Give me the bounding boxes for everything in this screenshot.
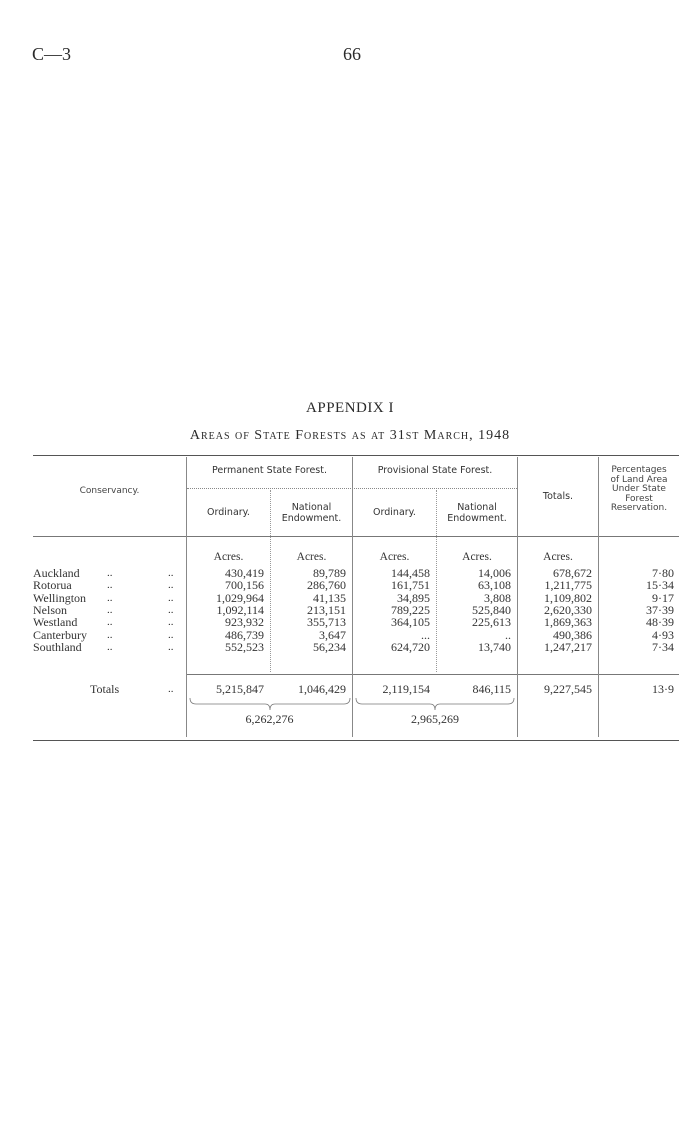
table-cell-prov-nat: .. bbox=[505, 627, 511, 642]
table-cell-total: 2,620,330 bbox=[544, 602, 592, 617]
table-cell-perm-ord: 486,739 bbox=[225, 627, 264, 642]
table-cell-perm-ord: 552,523 bbox=[225, 639, 264, 654]
table-cell-prov-ord: 364,105 bbox=[391, 615, 430, 630]
conservancy-name: Rotorua bbox=[33, 578, 72, 593]
header-pct-line4: Forest bbox=[625, 493, 653, 504]
leader-dots: .. bbox=[107, 591, 113, 604]
table-cell-perm-ord: 1,092,114 bbox=[216, 602, 264, 617]
table-cell-prov-ord: 789,225 bbox=[391, 602, 430, 617]
conservancy-name: Nelson bbox=[33, 602, 67, 617]
permanent-brace bbox=[190, 698, 350, 710]
appendix-title: APPENDIX I bbox=[306, 400, 394, 416]
unit-label: Acres. bbox=[462, 551, 492, 563]
table-cell-perm-ord: 700,156 bbox=[225, 578, 264, 593]
unit-label: Acres. bbox=[213, 551, 244, 563]
conservancy-name: Southland bbox=[33, 639, 82, 654]
leader-dots: .. bbox=[168, 616, 174, 629]
table-cell-perm-nat: 41,135 bbox=[313, 590, 346, 605]
leader-dots: .. bbox=[107, 640, 113, 653]
table-top-rule bbox=[33, 455, 679, 456]
table-cell-pct: 7·80 bbox=[652, 566, 674, 580]
header-pct-line1: Percentages bbox=[611, 465, 667, 475]
conservancy-name: Westland bbox=[33, 615, 78, 630]
page-reference: C—3 bbox=[32, 44, 72, 64]
table-cell-prov-ord: 161,751 bbox=[391, 578, 430, 593]
header-percentages bbox=[599, 466, 679, 514]
table-cell-prov-ord: 144,458 bbox=[391, 566, 430, 580]
table-cell-pct: 4·93 bbox=[652, 627, 674, 642]
totals-label: Totals bbox=[90, 682, 120, 696]
table-cell-total: 1,247,217 bbox=[544, 639, 592, 654]
table-cell-pct: 7·34 bbox=[652, 639, 674, 654]
table-cell-perm-ord: 923,932 bbox=[225, 615, 264, 630]
header-prov-national bbox=[437, 502, 517, 524]
table-cell-prov-nat: 525,840 bbox=[472, 602, 511, 617]
conservancy-name: Wellington bbox=[33, 590, 87, 605]
unit-label: Acres. bbox=[379, 551, 410, 563]
header-permanent: Permanent State Forest. bbox=[211, 465, 328, 476]
table-cell-perm-nat: 56,234 bbox=[313, 639, 346, 654]
leader-dots: .. bbox=[107, 579, 113, 592]
table-cell-pct: 37·39 bbox=[646, 602, 674, 617]
grouping-braces bbox=[186, 696, 520, 712]
totals-prov-ordinary: 2,119,154 bbox=[382, 682, 430, 696]
table-cell-perm-ord: 430,419 bbox=[225, 566, 264, 580]
leader-dots: .. bbox=[168, 567, 174, 579]
page-number: 66 bbox=[343, 44, 361, 64]
header-pct-line3: Under State bbox=[612, 484, 666, 494]
totals-top-rule bbox=[187, 674, 679, 675]
totals-prov-national: 846,115 bbox=[472, 682, 511, 696]
table-cell-total: 490,386 bbox=[553, 627, 592, 642]
leader-dots: .. bbox=[168, 591, 174, 604]
leader-dots: .. bbox=[168, 603, 174, 616]
header-perm-ordinary: Ordinary. bbox=[207, 507, 250, 518]
table-bottom-rule bbox=[33, 740, 679, 741]
table-cell-prov-ord: 34,895 bbox=[397, 590, 430, 605]
table-cell-perm-nat: 89,789 bbox=[313, 566, 346, 580]
table-cell-prov-nat: 14,006 bbox=[478, 566, 511, 580]
table-cell-prov-nat: 3,808 bbox=[484, 590, 511, 605]
provisional-grand-total: 2,965,269 bbox=[411, 712, 459, 726]
table-cell-prov-nat: 13,740 bbox=[478, 639, 511, 654]
totals-perm-national: 1,046,429 bbox=[298, 682, 346, 696]
leader-dots: .. bbox=[107, 616, 113, 629]
header-conservancy: Conservancy. bbox=[79, 486, 140, 496]
table-cell-perm-nat: 3,647 bbox=[319, 627, 346, 642]
leader-dots: .. bbox=[168, 628, 174, 641]
header-national-line2: Endowment. bbox=[281, 513, 342, 524]
totals-dots: .. bbox=[168, 683, 174, 695]
leader-dots: .. bbox=[107, 567, 113, 579]
table-cell-pct: 9·17 bbox=[652, 590, 674, 605]
unit-label: Acres. bbox=[543, 551, 573, 563]
leader-dots: .. bbox=[168, 640, 174, 653]
header-national-line1: National bbox=[457, 502, 497, 513]
table-cell-total: 1,211,775 bbox=[544, 578, 592, 593]
header-totals: Totals. bbox=[542, 491, 574, 502]
header-pct-line2: of Land Area bbox=[610, 474, 668, 485]
table-cell-pct: 48·39 bbox=[646, 615, 674, 630]
header-perm-national bbox=[271, 502, 352, 524]
table-cell-perm-nat: 286,760 bbox=[307, 578, 346, 593]
conservancy-name: Canterbury bbox=[33, 627, 87, 642]
conservancy-name: Auckland bbox=[33, 566, 80, 580]
header-national-line2: Endowment. bbox=[447, 513, 507, 524]
totals-total: 9,227,545 bbox=[544, 682, 592, 696]
appendix-subtitle: Areas of State Forests as at 31st March, 1948 bbox=[189, 428, 511, 443]
header-provisional: Provisional State Forest. bbox=[377, 465, 493, 476]
unit-label: Acres. bbox=[296, 551, 327, 563]
table-cell-total: 1,109,802 bbox=[544, 590, 592, 605]
table-cell-total: 1,869,363 bbox=[544, 615, 592, 630]
header-national-line1: National bbox=[291, 502, 332, 513]
totals-perm-ordinary: 5,215,847 bbox=[216, 682, 264, 696]
header-bottom-rule bbox=[33, 536, 679, 537]
table-cell-prov-ord: 624,720 bbox=[391, 639, 430, 654]
table-cell-prov-nat: 225,613 bbox=[472, 615, 511, 630]
table-cell-pct: 15·34 bbox=[646, 578, 674, 593]
table-cell-perm-nat: 213,151 bbox=[307, 602, 346, 617]
permanent-grand-total: 6,262,276 bbox=[245, 712, 294, 726]
header-prov-ordinary: Ordinary. bbox=[373, 507, 416, 518]
table-cell-perm-ord: 1,029,964 bbox=[216, 590, 264, 605]
leader-dots: .. bbox=[107, 628, 113, 641]
provisional-brace bbox=[356, 698, 514, 710]
leader-dots: .. bbox=[107, 603, 113, 616]
table-cell-perm-nat: 355,713 bbox=[307, 615, 346, 630]
totals-percentage: 13·9 bbox=[652, 682, 674, 696]
leader-dots: .. bbox=[168, 579, 174, 592]
header-pct-line5: Reservation. bbox=[610, 503, 668, 513]
table-cell-total: 678,672 bbox=[553, 566, 592, 580]
table-cell-prov-nat: 63,108 bbox=[478, 578, 511, 593]
table-cell-prov-ord: ... bbox=[421, 627, 430, 642]
